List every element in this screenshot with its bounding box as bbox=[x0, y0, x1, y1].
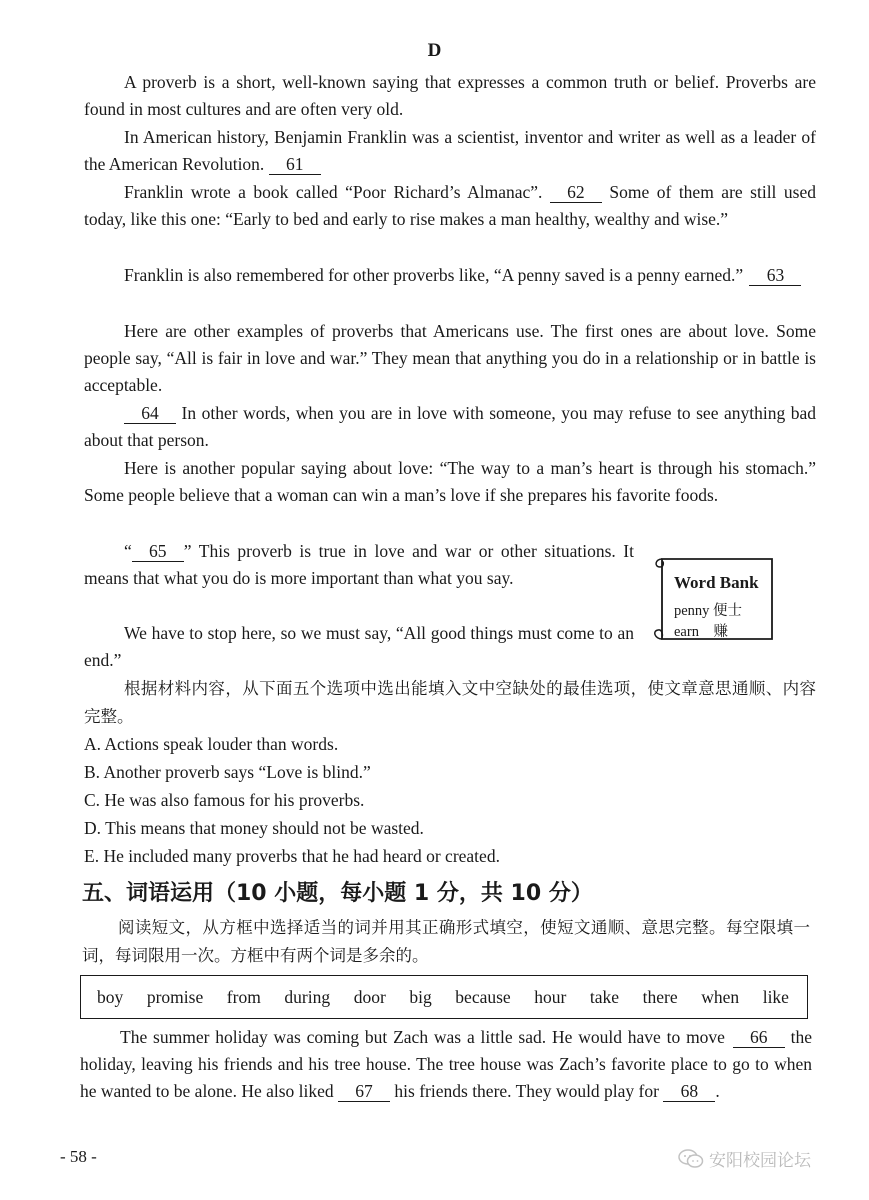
passage-2-text-2: the holiday, leaving his friends and his tree house. The tree house was Zach’s favorite place to go to when he wanted to be alone. He also liked bbox=[80, 1027, 812, 1101]
paragraph-9: We have to stop here, so we must say, “All good things must come to an end.” bbox=[84, 623, 634, 670]
instruction-2: 阅读短文，从方框中选择适当的词并用其正确形式填空，使短文通顺、意思完整。每空限填一词，每词限用一次。方框中有两个词是多余的。 bbox=[82, 918, 810, 965]
word-bank-title: Word Bank bbox=[674, 573, 759, 592]
box-word: big bbox=[409, 986, 432, 1007]
option-b: B. Another proverb says “Love is blind.” bbox=[84, 762, 371, 782]
paragraph-5: Here are other examples of proverbs that Americans use. The first ones are about love. Some people say, “All is fair in love and war.” They mean that anything you do in a relationship or in battle is acceptable. bbox=[84, 321, 816, 395]
box-word: during bbox=[284, 986, 331, 1007]
paragraph-2 bbox=[84, 124, 816, 178]
paragraph-6 bbox=[84, 400, 816, 454]
quote-open: “ bbox=[124, 541, 132, 561]
box-word: from bbox=[226, 986, 261, 1007]
box-word: boy bbox=[97, 986, 124, 1007]
paragraph-8 bbox=[84, 538, 634, 592]
option-a: A. Actions speak louder than words. bbox=[84, 734, 339, 754]
section-label: D bbox=[427, 40, 442, 61]
word-box bbox=[80, 975, 808, 1019]
option-e: E. He included many proverbs that he had heard or created. bbox=[84, 846, 500, 866]
blank-62: 62 bbox=[550, 182, 602, 203]
paragraph-1: A proverb is a short, well-known saying that expresses a common truth or belief. Proverbs are found in most cultures and are often very old. bbox=[84, 72, 816, 119]
blank-65: 65 bbox=[132, 541, 184, 562]
box-word: door bbox=[353, 986, 386, 1007]
box-word: like bbox=[762, 986, 789, 1007]
section-5-heading: 五、词语运用（10 小题，每小题 1 分，共 10 分） bbox=[82, 881, 593, 906]
passage-2-text-3: his friends there. They would play for bbox=[394, 1081, 659, 1101]
option-d: D. This means that money should not be wasted. bbox=[84, 818, 424, 838]
box-word: when bbox=[701, 986, 740, 1007]
paragraph-3-text-b: Some of them are still used today, like this one: “Early to bed and early to rise makes a man healthy, wealthy and wise.” bbox=[84, 182, 816, 229]
word-bank-entry-earn: earn 赚 bbox=[674, 624, 728, 640]
paragraph-3-text-a: Franklin wrote a book called “Poor Richard’s Almanac”. bbox=[124, 182, 543, 202]
instruction-1: 根据材料内容，从下面五个选项中选出能填入文中空缺处的最佳选项，使文章意思通顺、内容完整。 bbox=[84, 679, 816, 726]
paragraph-3 bbox=[84, 179, 816, 233]
blank-63: 63 bbox=[749, 265, 801, 286]
watermark-text: 安阳校园论坛 bbox=[709, 1151, 811, 1171]
paragraph-8-text: ” This proverb is true in love and war or other situations. It means that what you do is more important than what you say. bbox=[84, 541, 634, 588]
passage-2-text-1: The summer holiday was coming but Zach was a little sad. He would have to move bbox=[120, 1027, 725, 1047]
word-bank-entry-penny: penny 便士 bbox=[674, 603, 743, 619]
box-word: because bbox=[455, 986, 511, 1007]
paragraph-2-text: In American history, Benjamin Franklin was a scientist, inventor and writer as well as a leader of the American Revolution. bbox=[84, 127, 816, 174]
paragraph-6-text: In other words, when you are in love with someone, you may refuse to see anything bad about that person. bbox=[84, 403, 816, 450]
paragraph-4 bbox=[84, 262, 816, 289]
paragraph-7: Here is another popular saying about love: “The way to a man’s heart is through his stomach.” Some people believe that a woman can win a man’s love if she prepares his favorite foods. bbox=[84, 458, 816, 505]
box-word: promise bbox=[146, 986, 204, 1007]
blank-64: 64 bbox=[124, 403, 176, 424]
box-word: hour bbox=[534, 986, 567, 1007]
page-number: - 58 - bbox=[60, 1147, 97, 1166]
blank-67: 67 bbox=[338, 1081, 390, 1102]
blank-68: 68 bbox=[663, 1081, 715, 1102]
option-c: C. He was also famous for his proverbs. bbox=[84, 790, 365, 810]
wechat-icon bbox=[678, 1149, 704, 1174]
passage-2-text-4: . bbox=[715, 1081, 720, 1101]
word-bank bbox=[650, 553, 776, 645]
blank-61: 61 bbox=[269, 154, 321, 175]
blank-66: 66 bbox=[733, 1027, 785, 1048]
box-word: take bbox=[589, 986, 620, 1007]
box-word: there bbox=[642, 986, 678, 1007]
paragraph-4-text: Franklin is also remembered for other proverbs like, “A penny saved is a penny earned.” bbox=[124, 265, 744, 285]
passage-2 bbox=[80, 1024, 812, 1105]
watermark bbox=[678, 1146, 811, 1174]
